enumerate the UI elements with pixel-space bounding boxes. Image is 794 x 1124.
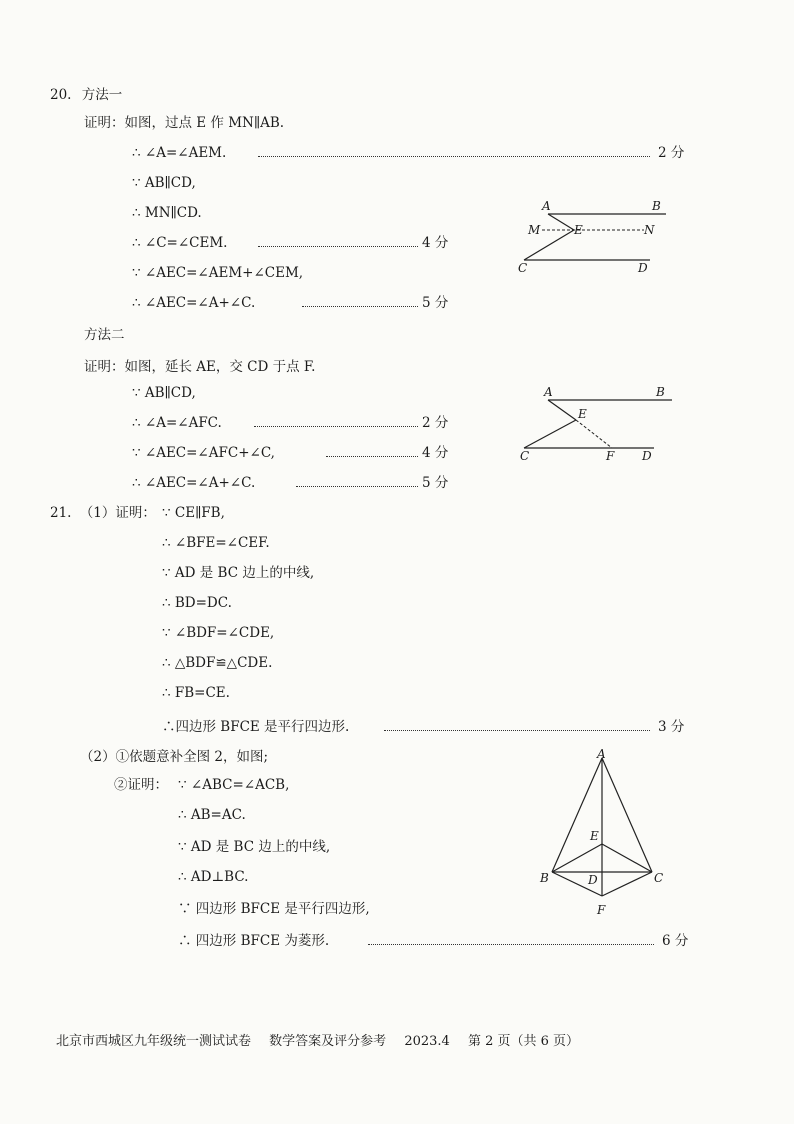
- q20-m2-score-3: 5 分: [422, 475, 449, 491]
- q20-m1-score-row-3: [302, 294, 462, 312]
- q20-method1-title: 方法一: [81, 87, 123, 103]
- q21-p1-line-4: ∵ ∠BDF=∠CDE,: [162, 625, 275, 641]
- fig2-line-ef: [576, 420, 612, 448]
- q20-m1-line-3: ∴ MN∥CD.: [132, 205, 202, 221]
- q20-m2-score-row-2: [326, 444, 466, 462]
- fig3-label-a: A: [597, 748, 606, 761]
- fig3-label-c: C: [654, 871, 664, 885]
- q21-p1-score-row: [384, 718, 690, 736]
- fig1-label-n: N: [644, 223, 655, 237]
- fig3-line-fc: [602, 872, 652, 896]
- q21-part2-label: （2）①依题意补全图 2，如图;: [80, 749, 269, 765]
- q20-m2-score-row-3: [296, 474, 466, 492]
- q21-p1-line-6: ∴ FB=CE.: [162, 685, 230, 701]
- fig2-label-e: E: [578, 407, 587, 421]
- q21-part1-label: （1）证明：: [79, 505, 156, 521]
- fig2-label-c: C: [520, 449, 530, 463]
- q21-p2-score-row: [368, 932, 692, 950]
- q20-m2-line-3: ∵ ∠AEC=∠AFC+∠C,: [132, 445, 275, 461]
- fig1-label-m: M: [528, 223, 541, 237]
- q20-m1-score-row-1: [258, 144, 688, 162]
- q21-p2-line-3: ∴ AD⊥BC.: [178, 869, 249, 885]
- fig3-line-ab: [552, 758, 602, 872]
- q20-m1-score-row-2: [258, 234, 458, 252]
- q21-part2-proof-label: ②证明：: [114, 777, 168, 793]
- q20-number: 20. 方法一: [50, 87, 123, 103]
- q21-p1-line-5: ∴ △BDF≌△CDE.: [162, 655, 273, 671]
- footer-page: 第 2 页（共 6 页）: [467, 1034, 580, 1049]
- q21-p2-score: 6 分: [662, 933, 689, 949]
- q21-figure: [538, 748, 668, 918]
- q20-m1-score-1: 2 分: [658, 145, 685, 161]
- page-footer: [56, 1030, 593, 1049]
- q20-m2-score-1: 2 分: [422, 415, 449, 431]
- q20-figure-1: [512, 198, 682, 288]
- fig2-line-ec: [524, 420, 576, 448]
- fig2-label-a: A: [544, 385, 553, 399]
- fig3-line-ac: [602, 758, 652, 872]
- q20-m1-line-2: ∵ AB∥CD,: [132, 175, 196, 191]
- footer-date: 2023.4: [404, 1034, 450, 1049]
- fig3-line-ec: [602, 844, 652, 872]
- q21-p2-line-0: ∵ ∠ABC=∠ACB,: [178, 777, 290, 793]
- fig3-label-f: F: [597, 903, 606, 917]
- q20-m1-line-6: ∴ ∠AEC=∠A+∠C.: [132, 295, 256, 311]
- q20-m1-score-3: 5 分: [422, 295, 449, 311]
- q21-number: 21. （1）证明：: [50, 505, 156, 521]
- q20-m1-line-5: ∵ ∠AEC=∠AEM+∠CEM,: [132, 265, 304, 281]
- q20-figure-2: [512, 384, 682, 464]
- q20-m1-score-2: 4 分: [422, 235, 449, 251]
- fig3-label-e: E: [590, 829, 599, 843]
- fig2-label-b: B: [656, 385, 665, 399]
- fig3-label-b: B: [540, 871, 549, 885]
- footer-subject: 数学答案及评分参考: [269, 1034, 387, 1049]
- q20-m1-line-1: ∴ ∠A=∠AEM.: [132, 145, 227, 161]
- fig1-line-ae: [548, 214, 574, 230]
- fig2-label-d: D: [642, 449, 652, 463]
- fig2-line-ae: [548, 400, 576, 420]
- q20-m1-line-4: ∴ ∠C=∠CEM.: [132, 235, 228, 251]
- q21-p1-score: 3 分: [658, 719, 685, 735]
- q21-p2-line-4: ∵ 四边形 BFCE 是平行四边形,: [178, 901, 370, 917]
- q21-p1-line-3: ∴ BD=DC.: [162, 595, 232, 611]
- q21-p1-line-0: ∵ CE∥FB,: [162, 505, 225, 521]
- fig1-label-b: B: [652, 199, 661, 213]
- q21-p1-line-1: ∴ ∠BFE=∠CEF.: [162, 535, 270, 551]
- footer-exam: 北京市西城区九年级统一测试试卷: [56, 1034, 252, 1049]
- q20-m2-line-4: ∴ ∠AEC=∠A+∠C.: [132, 475, 256, 491]
- fig3-label-d: D: [588, 873, 598, 887]
- fig1-label-a: A: [542, 199, 551, 213]
- q20-m2-score-2: 4 分: [422, 445, 449, 461]
- q21-p2-line-1: ∴ AB=AC.: [178, 807, 246, 823]
- fig1-label-c: C: [518, 261, 528, 275]
- fig3-line-be: [552, 844, 602, 872]
- q20-m2-line-2: ∴ ∠A=∠AFC.: [132, 415, 222, 431]
- q20-m2-score-row-1: [254, 414, 464, 432]
- q21-p2-line-2: ∵ AD 是 BC 边上的中线,: [178, 839, 331, 855]
- q20-m2-line-1: ∵ AB∥CD,: [132, 385, 196, 401]
- q21-p2-line-5: ∴ 四边形 BFCE 为菱形.: [178, 933, 330, 949]
- q20-m1-line-0: 证明：如图，过点 E 作 MN∥AB.: [84, 115, 285, 131]
- q21-p1-line-7: ∴四边形 BFCE 是平行四边形.: [162, 719, 350, 735]
- q20-m2-line-0: 证明：如图，延长 AE，交 CD 于点 F.: [84, 359, 316, 375]
- q21-p1-line-2: ∵ AD 是 BC 边上的中线,: [162, 565, 315, 581]
- fig2-label-f: F: [606, 449, 615, 463]
- fig1-label-d: D: [638, 261, 648, 275]
- q20-method2-title: 方法二: [84, 327, 125, 343]
- fig1-label-e: E: [574, 223, 583, 237]
